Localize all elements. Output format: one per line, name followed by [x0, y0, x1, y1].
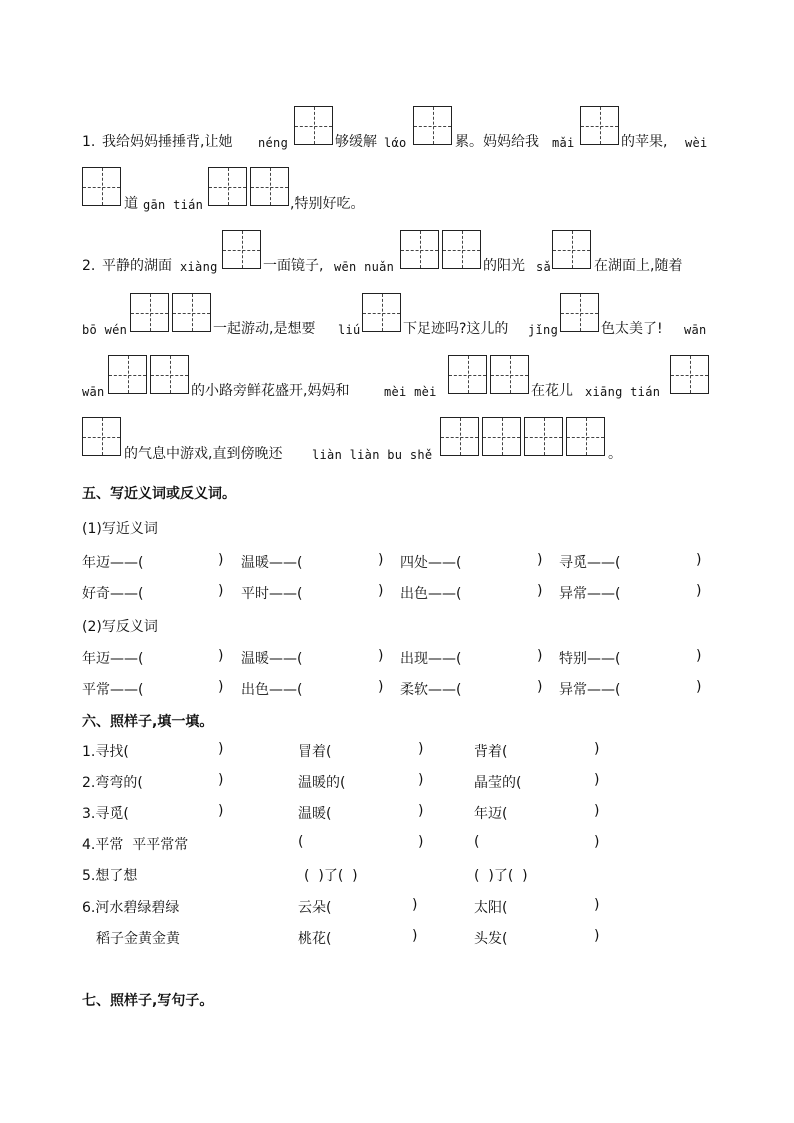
fill-item: 背着(	[474, 744, 508, 760]
q2-number: 2.	[82, 258, 96, 274]
q1-number: 1.	[82, 134, 96, 150]
q1-text: 够缓解	[335, 134, 377, 150]
close-paren: )	[418, 834, 424, 850]
writing-box[interactable]	[82, 167, 121, 206]
fill-item: ( )了( )	[304, 868, 358, 884]
word-prompt: 柔软——(	[400, 682, 462, 698]
close-paren: )	[537, 648, 543, 664]
section5-sub1: (1)写近义词	[82, 521, 158, 537]
writing-box[interactable]	[250, 167, 289, 206]
fill-item: 年迈(	[474, 806, 508, 822]
close-paren: )	[696, 583, 702, 599]
word-prompt: 温暖——(	[241, 651, 303, 667]
word-prompt: 出色——(	[241, 682, 303, 698]
writing-box[interactable]	[400, 230, 439, 269]
q2-text: 色太美了!	[601, 321, 663, 337]
close-paren: )	[378, 648, 384, 664]
fill-item: 头发(	[474, 931, 508, 947]
fill-item: 桃花(	[298, 931, 332, 947]
word-prompt: 异常——(	[559, 586, 621, 602]
close-paren: )	[696, 648, 702, 664]
writing-box[interactable]	[362, 293, 401, 332]
close-paren: )	[594, 897, 600, 913]
pinyin: xiāng tián	[585, 385, 661, 399]
close-paren: )	[594, 772, 600, 788]
pinyin: jǐng	[528, 323, 559, 337]
word-prompt: 特别——(	[559, 651, 621, 667]
q2-text: 的阳光	[483, 258, 525, 274]
fill-item: 稻子金黄金黄	[96, 931, 180, 947]
writing-box[interactable]	[108, 355, 147, 394]
q1-text: 累。妈妈给我	[455, 134, 539, 150]
close-paren: )	[594, 834, 600, 850]
fill-item: 6.河水碧绿碧绿	[82, 900, 180, 916]
word-prompt: 平常——(	[82, 682, 144, 698]
writing-box[interactable]	[172, 293, 211, 332]
close-paren: )	[418, 772, 424, 788]
section5-heading: 五、写近义词或反义词。	[82, 486, 236, 502]
q2-text: 。	[608, 446, 622, 462]
word-prompt: 年迈——(	[82, 555, 144, 571]
close-paren: )	[218, 803, 224, 819]
close-paren: )	[218, 772, 224, 788]
pinyin: wān	[684, 323, 707, 337]
word-prompt: 出现——(	[400, 651, 462, 667]
close-paren: )	[696, 552, 702, 568]
writing-box[interactable]	[490, 355, 529, 394]
close-paren: )	[218, 552, 224, 568]
close-paren: )	[696, 679, 702, 695]
fill-item: 4.平常 平平常常	[82, 837, 189, 853]
q2-text: 平静的湖面	[102, 258, 172, 274]
pinyin: wān	[82, 385, 105, 399]
q2-text: 一起游动,是想要	[213, 321, 316, 337]
pinyin: néng	[258, 136, 289, 150]
writing-box[interactable]	[524, 417, 563, 456]
writing-box[interactable]	[150, 355, 189, 394]
section5-sub2: (2)写反义词	[82, 619, 158, 635]
q1-text: 的苹果,	[621, 134, 668, 150]
pinyin: bō wén	[82, 323, 128, 337]
q2-text: 下足迹吗?这儿的	[403, 321, 509, 337]
fill-item: 温暖的(	[298, 775, 346, 791]
fill-item: 晶莹的(	[474, 775, 522, 791]
section7-heading: 七、照样子,写句子。	[82, 993, 214, 1009]
writing-box[interactable]	[560, 293, 599, 332]
close-paren: )	[537, 583, 543, 599]
fill-item: 冒着(	[298, 744, 332, 760]
close-paren: )	[218, 583, 224, 599]
word-prompt: 寻觅——(	[559, 555, 621, 571]
close-paren: )	[378, 679, 384, 695]
word-prompt: 平时——(	[241, 586, 303, 602]
pinyin: liàn liàn bu shě	[312, 448, 433, 462]
writing-box[interactable]	[482, 417, 521, 456]
close-paren: )	[218, 679, 224, 695]
q2-text: 的气息中游戏,直到傍晚还	[124, 446, 283, 462]
fill-item: (	[474, 834, 480, 850]
word-prompt: 好奇——(	[82, 586, 144, 602]
writing-box[interactable]	[222, 230, 261, 269]
q1-text: 道	[124, 196, 138, 212]
fill-item: 云朵(	[298, 900, 332, 916]
word-prompt: 出色——(	[400, 586, 462, 602]
q2-text: 在湖面上,随着	[594, 258, 683, 274]
close-paren: )	[418, 803, 424, 819]
writing-box[interactable]	[208, 167, 247, 206]
writing-box[interactable]	[566, 417, 605, 456]
word-prompt: 温暖——(	[241, 555, 303, 571]
writing-box[interactable]	[442, 230, 481, 269]
fill-item: 5.想了想	[82, 868, 138, 884]
word-prompt: 四处——(	[400, 555, 462, 571]
pinyin: sǎ	[536, 260, 552, 274]
close-paren: )	[418, 741, 424, 757]
close-paren: )	[412, 928, 418, 944]
close-paren: )	[412, 897, 418, 913]
close-paren: )	[378, 552, 384, 568]
writing-box[interactable]	[413, 106, 452, 145]
pinyin: lάo	[384, 136, 407, 150]
fill-item: 太阳(	[474, 900, 508, 916]
fill-item: 2.弯弯的(	[82, 775, 143, 791]
fill-item: 温暖(	[298, 806, 332, 822]
pinyin: xiàng	[180, 260, 218, 274]
pinyin: mèi mèi	[384, 385, 437, 399]
writing-box[interactable]	[448, 355, 487, 394]
writing-box[interactable]	[440, 417, 479, 456]
q2-text: 在花儿	[531, 383, 573, 399]
q2-text: 一面镜子,	[263, 258, 324, 274]
writing-box[interactable]	[670, 355, 709, 394]
writing-box[interactable]	[294, 106, 333, 145]
close-paren: )	[594, 741, 600, 757]
q1-text: 我给妈妈捶捶背,让她	[102, 134, 233, 150]
close-paren: )	[218, 648, 224, 664]
close-paren: )	[594, 803, 600, 819]
writing-box[interactable]	[130, 293, 169, 332]
close-paren: )	[537, 679, 543, 695]
close-paren: )	[594, 928, 600, 944]
close-paren: )	[537, 552, 543, 568]
pinyin: mǎi	[552, 136, 575, 150]
section6-heading: 六、照样子,填一填。	[82, 714, 214, 730]
word-prompt: 异常——(	[559, 682, 621, 698]
pinyin: wèi	[685, 136, 708, 150]
fill-item: (	[298, 834, 304, 850]
pinyin: wēn nuǎn	[334, 260, 395, 274]
fill-item: 1.寻找(	[82, 744, 129, 760]
close-paren: )	[378, 583, 384, 599]
word-prompt: 年迈——(	[82, 651, 144, 667]
writing-box[interactable]	[580, 106, 619, 145]
q2-text: 的小路旁鲜花盛开,妈妈和	[191, 383, 350, 399]
pinyin: liú	[338, 323, 361, 337]
fill-item: 3.寻觅(	[82, 806, 129, 822]
pinyin: gān tián	[143, 198, 204, 212]
q1-text: ,特别好吃。	[290, 196, 365, 212]
writing-box[interactable]	[82, 417, 121, 456]
writing-box[interactable]	[552, 230, 591, 269]
fill-item: ( )了( )	[474, 868, 528, 884]
close-paren: )	[218, 741, 224, 757]
